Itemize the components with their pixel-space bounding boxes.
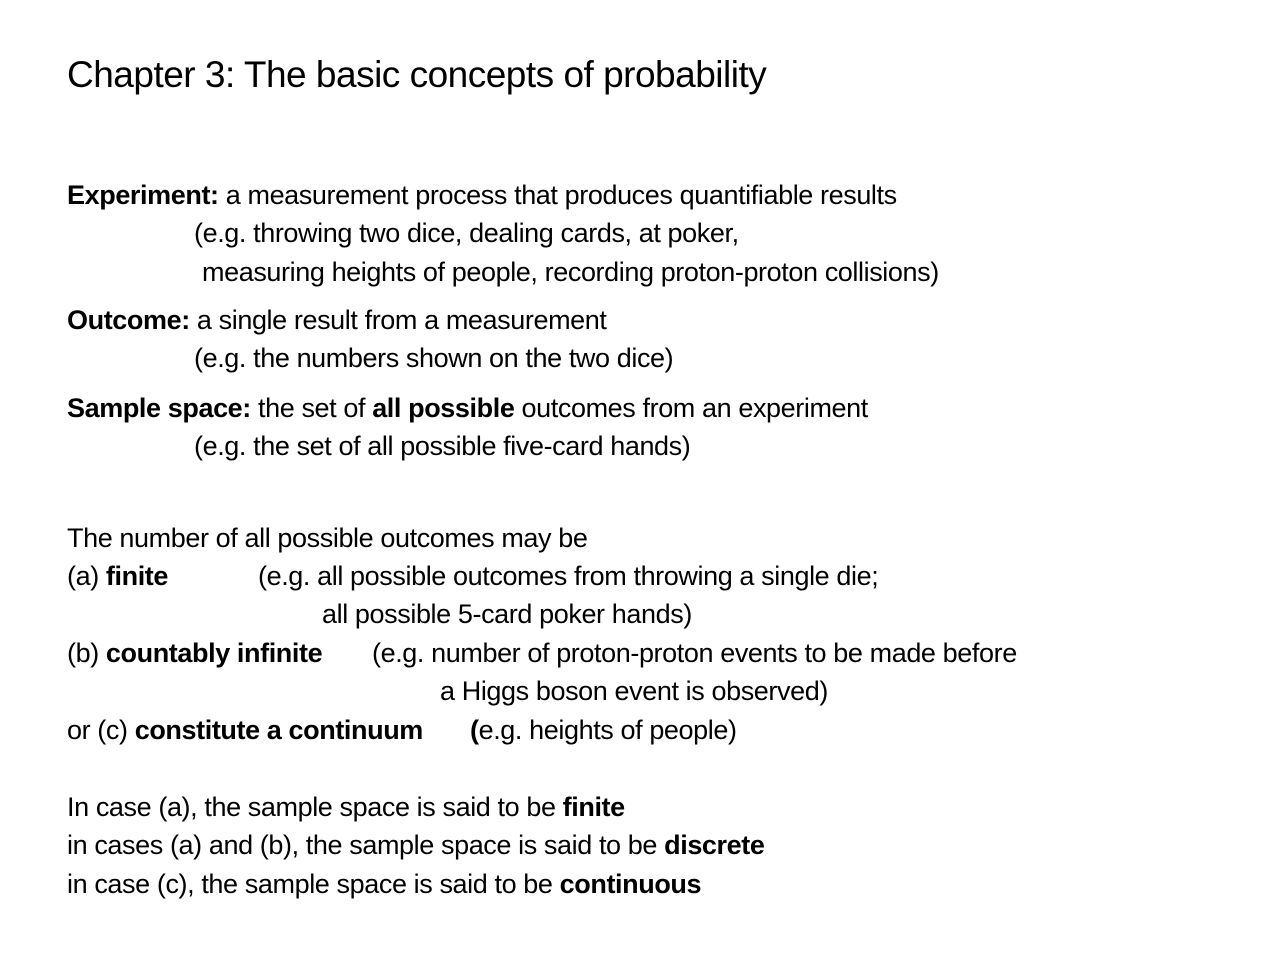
sample-space-text-2: outcomes from an experiment — [514, 393, 868, 423]
sample-space-definition — [67, 390, 868, 426]
conclusion-continuous — [67, 866, 701, 902]
conclusion-term: continuous — [559, 869, 702, 899]
conclusion-finite — [67, 789, 625, 825]
outcome-term: Outcome: — [67, 305, 190, 335]
conclusion-text: in case (c), the sample space is said to be — [67, 869, 560, 899]
outcome-text: a single result from a measurement — [189, 305, 607, 335]
countable-example-line-2: a Higgs boson event is observed) — [440, 676, 828, 706]
finite-example-line-1: (e.g. all possible outcomes from throwing a single die; — [258, 561, 879, 591]
conclusion-discrete — [67, 827, 764, 863]
conclusion-text: In case (a), the sample space is said to be — [67, 792, 563, 822]
sample-space-term: Sample space: — [67, 393, 251, 423]
experiment-example-line-2: measuring heights of people, recording proton-proton collisions) — [202, 257, 939, 287]
countable-prefix: (b) — [67, 638, 106, 668]
continuum-paren: ( — [470, 715, 479, 745]
experiment-text: a measurement process that produces quantifiable results — [218, 180, 897, 210]
conclusion-term: finite — [562, 792, 625, 822]
experiment-example-line-1: (e.g. throwing two dice, dealing cards, at poker, — [194, 218, 739, 248]
outcome-definition — [67, 302, 607, 338]
outcome-example: (e.g. the numbers shown on the two dice) — [194, 343, 674, 373]
finite-example-line-2: all possible 5-card poker hands) — [322, 599, 692, 629]
sample-space-text-1: the set of — [250, 393, 373, 423]
continuum-example-text: e.g. heights of people) — [478, 715, 737, 745]
slide-title: Chapter 3: The basic concepts of probability — [67, 54, 767, 95]
finite-prefix: (a) — [67, 561, 106, 591]
conclusion-text: in cases (a) and (b), the sample space is said to be — [67, 830, 665, 860]
sample-space-example: (e.g. the set of all possible five-card hands) — [194, 431, 691, 461]
finite-term: finite — [105, 561, 169, 591]
outcome-finite-label — [67, 558, 168, 594]
outcomes-intro: The number of all possible outcomes may be — [67, 523, 588, 553]
conclusion-term: discrete — [664, 830, 765, 860]
outcome-continuum-label — [67, 712, 423, 748]
countable-term: countably infinite — [105, 638, 323, 668]
outcome-countable-label — [67, 635, 322, 671]
continuum-example — [470, 712, 737, 748]
experiment-definition — [67, 177, 897, 213]
sample-space-emphasis: all possible — [372, 393, 515, 423]
continuum-term: constitute a continuum — [134, 715, 423, 745]
continuum-prefix: or (c) — [67, 715, 135, 745]
experiment-term: Experiment: — [67, 180, 219, 210]
countable-example-line-1: (e.g. number of proton-proton events to be made before — [372, 638, 1017, 668]
